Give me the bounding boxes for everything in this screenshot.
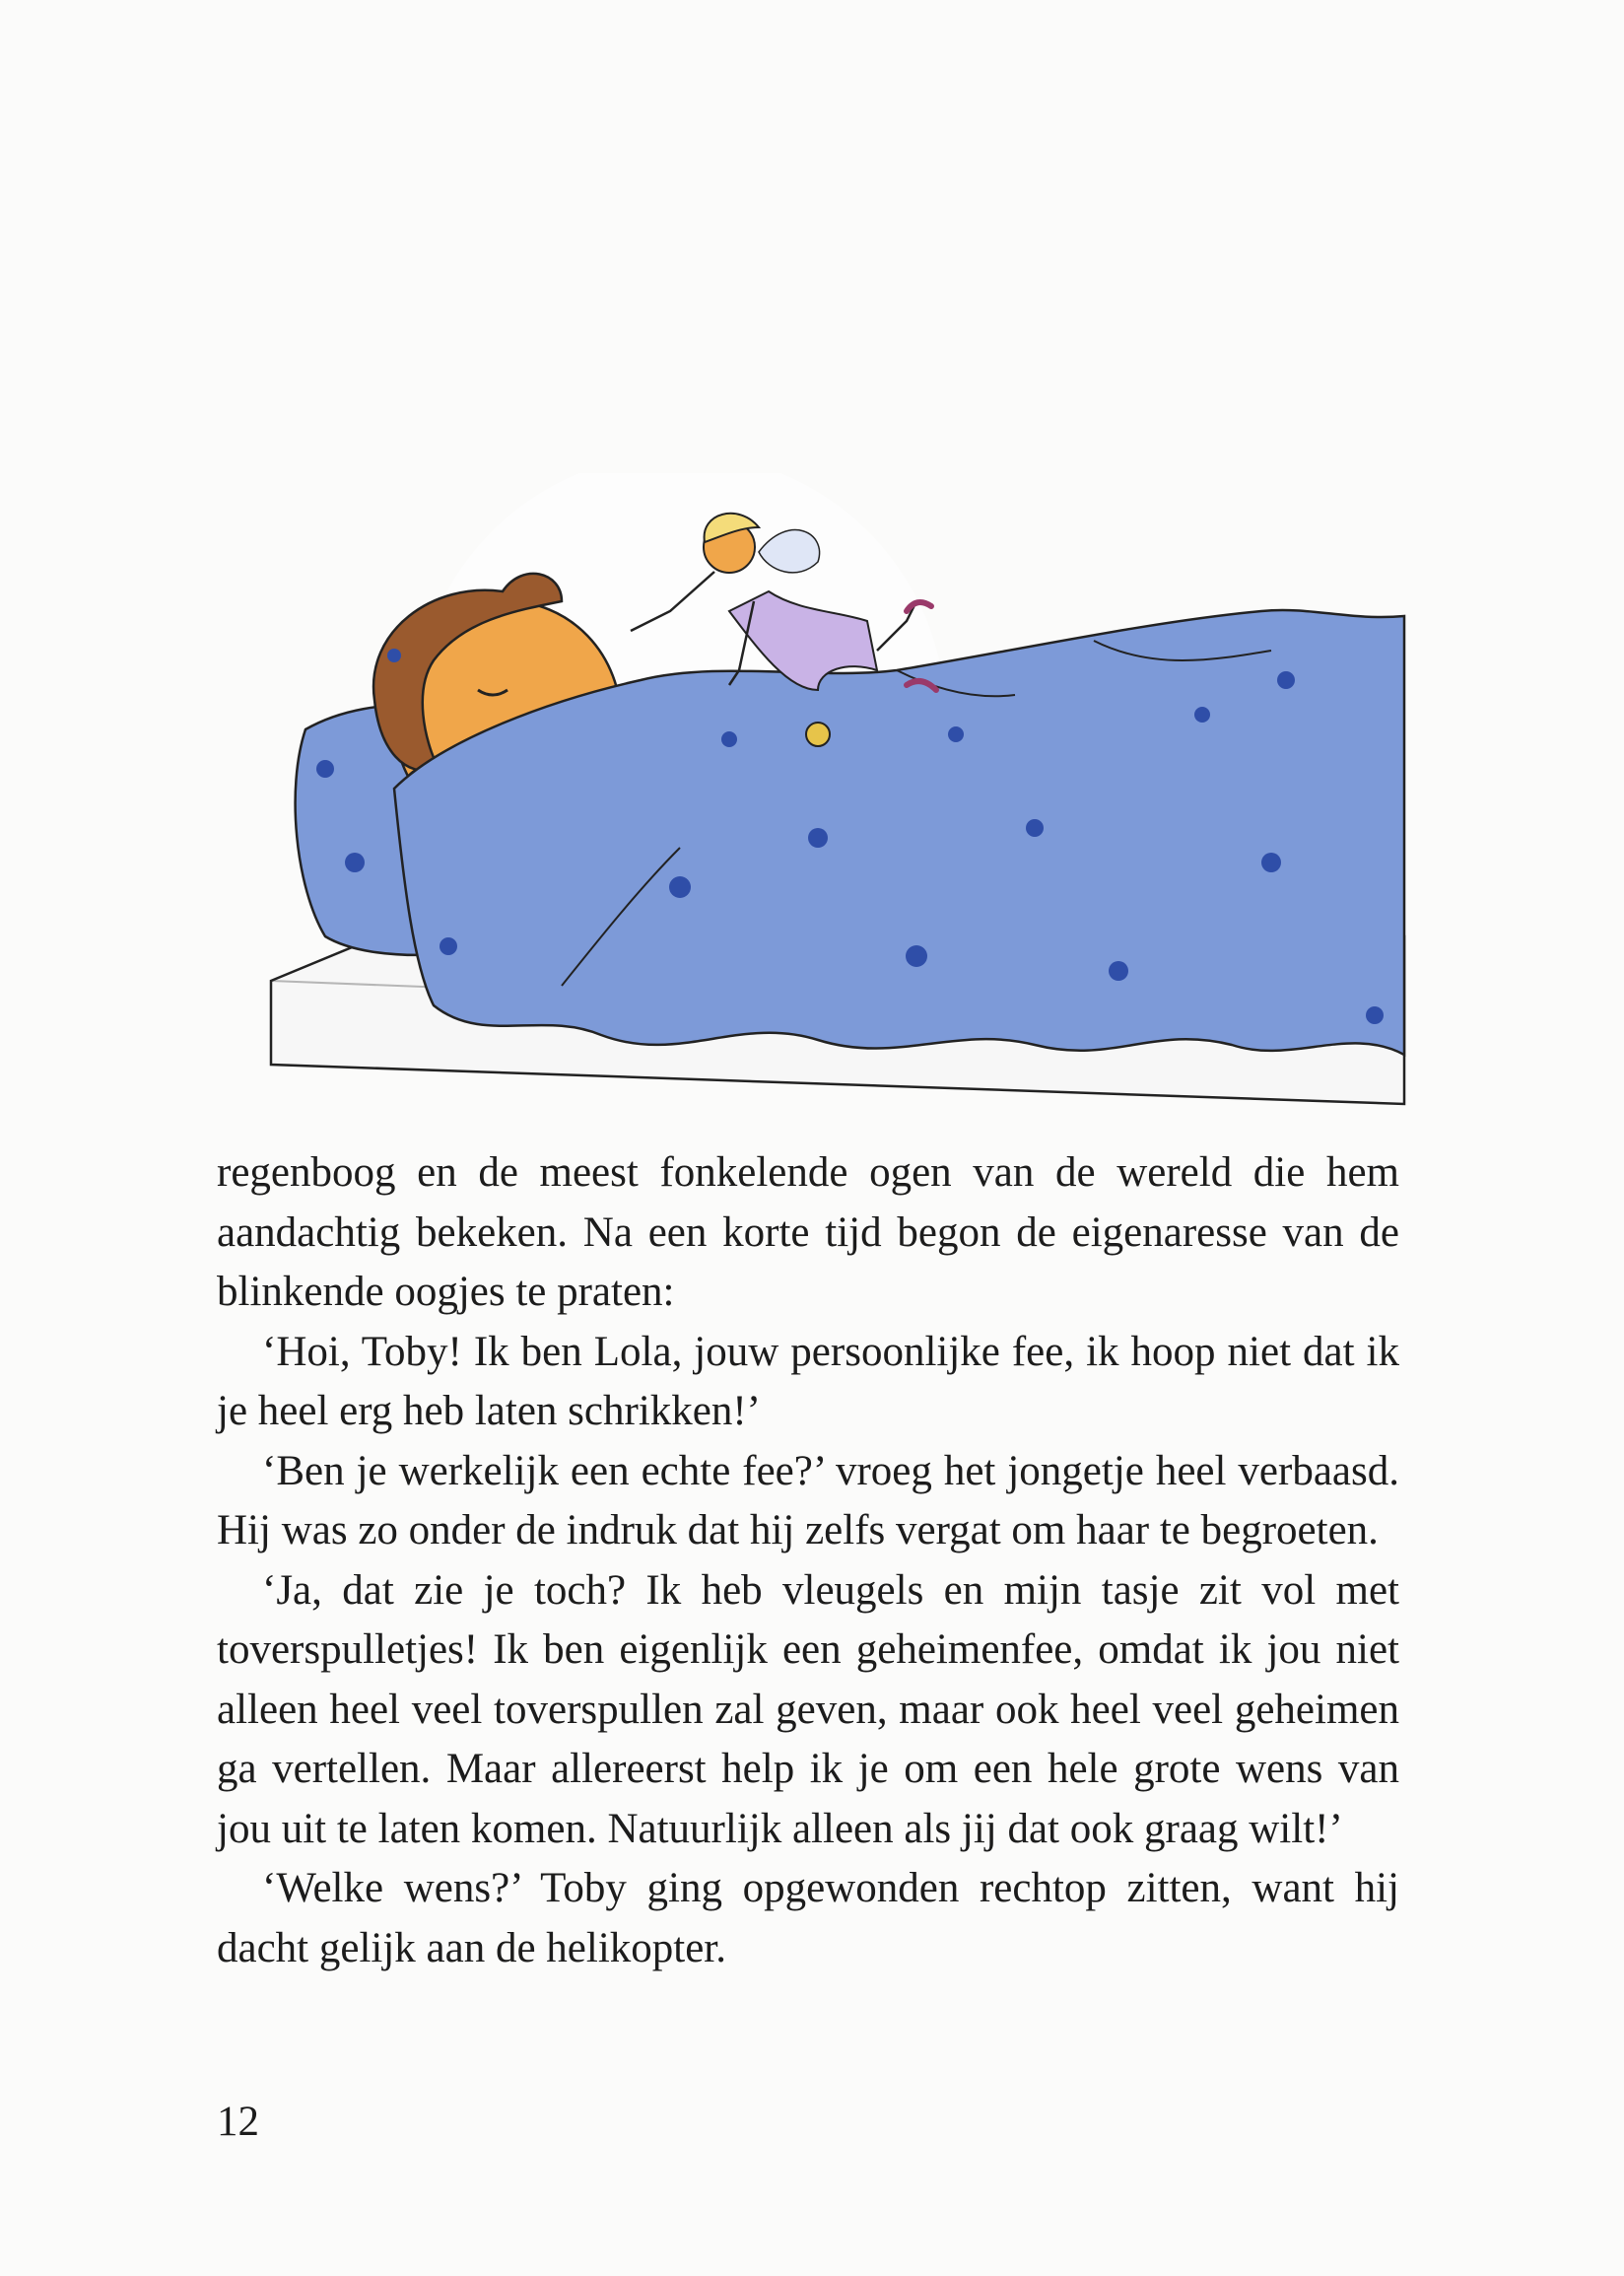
page-number: 12 (217, 2099, 259, 2145)
paragraph: ‘Hoi, Toby! Ik ben Lola, jouw persoonlijke fee, ik hoop niet dat ik je heel erg heb laten schrikken!’ (217, 1328, 1399, 1434)
boy-in-bed-with-fairy-illustration (266, 473, 1409, 1124)
paragraph: ‘Ben je werkelijk een echte fee?’ vroeg het jongetje heel verbaasd. Hij was zo onder de indruk dat hij zelfs vergat om haar te begroeten. (217, 1447, 1399, 1553)
paragraph: regenboog en de meest fonkelende ogen van de wereld die hem aandachtig bekeken. Na een korte tijd begon de eigenaresse van de blinkende oogjes te praten: (217, 1149, 1399, 1315)
story-text (217, 1143, 1399, 1978)
paragraph: ‘Ja, dat zie je toch? Ik heb vleugels en mijn tasje zit vol met toverspulletjes! Ik ben eigenlijk een geheimenfee, omdat ik jou niet alleen heel veel toverspullen zal geven, maar ook heel veel geheimen ga vertellen. Maar allereerst help ik je om een hele grote wens van jou uit te laten komen. Natuurlijk alleen als jij dat ook graag wilt!’ (217, 1566, 1399, 1852)
paragraph: ‘Welke wens?’ Toby ging opgewonden rechtop zitten, want hij dacht gelijk aan de helikopter. (217, 1865, 1399, 1971)
bed-scene-icon (266, 473, 1409, 1124)
